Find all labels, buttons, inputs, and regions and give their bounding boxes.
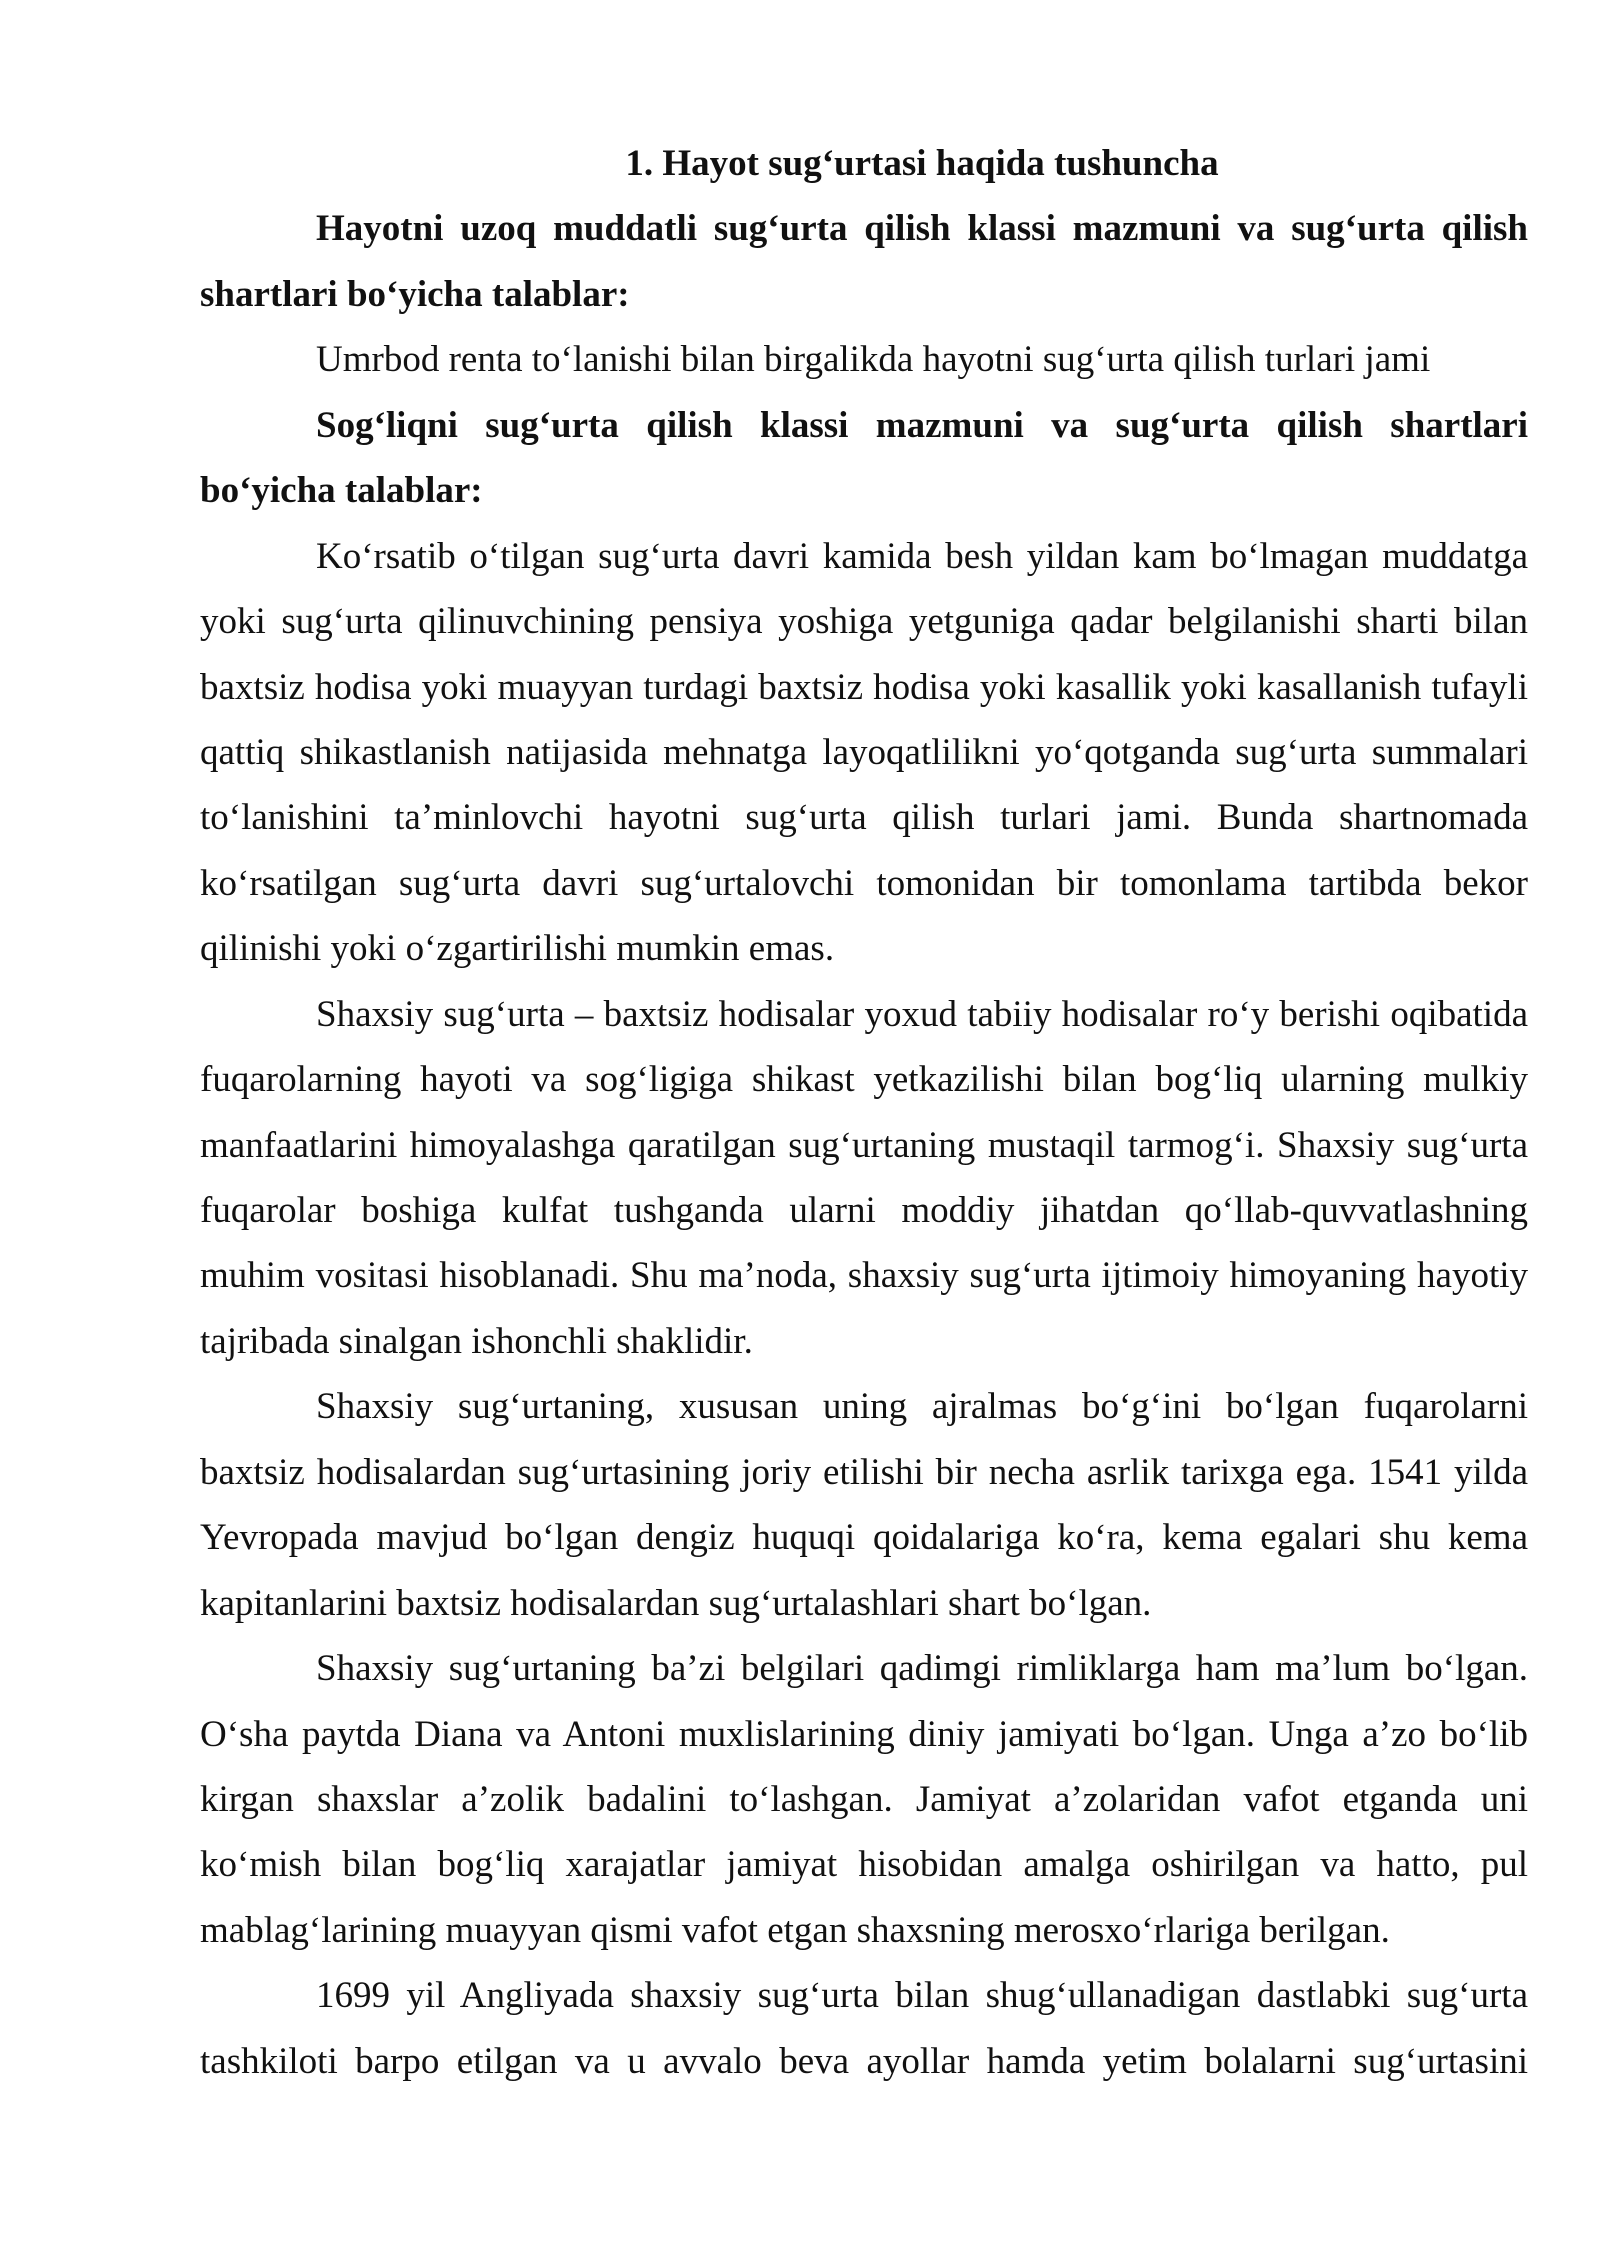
text-line: bo‘yicha talablar: xyxy=(200,470,483,512)
text-line: Ko‘rsatib o‘tilgan sug‘urta davri kamida besh yildan kam bo‘lmagan muddatga xyxy=(316,535,1528,577)
paragraph xyxy=(200,524,1528,982)
text-line: Yevropada mavjud bo‘lgan dengiz huquqi qoidalariga ko‘ra, kema egalari shu kema xyxy=(200,1517,1528,1559)
text-line: fuqarolar boshiga kulfat tushganda ularni moddiy jihatdan qo‘llab-quvvatlashning xyxy=(200,1190,1528,1231)
page-content xyxy=(200,131,1528,2094)
text-line: to‘lanishini ta’minlovchi hayotni sug‘urta qilish turlari jami. Bunda shartnomada xyxy=(200,797,1528,839)
paragraph xyxy=(200,1636,1528,1963)
text-line: shartlari bo‘yicha talablar: xyxy=(200,273,630,315)
text-line: mablag‘larining muayyan qismi vafot etgan shaxsning merosxo‘rlariga berilgan. xyxy=(200,1909,1390,1951)
text-line: kapitanlarini baxtsiz hodisalardan sug‘urtalashlari shart bo‘lgan. xyxy=(200,1582,1152,1624)
subheading-health-insurance xyxy=(200,393,1528,524)
text-line: Shaxsiy sug‘urtaning, xususan uning ajralmas bo‘g‘ini bo‘lgan fuqarolarni xyxy=(316,1386,1528,1428)
text-line: manfaatlarini himoyalashga qaratilgan sug‘urtaning mustaqil tarmog‘i. Shaxsiy sug‘urta xyxy=(200,1124,1528,1166)
text-line: ko‘mish bilan bog‘liq xarajatlar jamiyat hisobidan amalga oshirilgan va hatto, pul xyxy=(200,1844,1528,1886)
text-line: baxtsiz hodisalardan sug‘urtasining joriy etilishi bir necha asrlik tarixga ega. 1541 yilda xyxy=(200,1451,1528,1493)
text-line: muhim vositasi hisoblanadi. Shu ma’noda, shaxsiy sug‘urta ijtimoiy himoyaning hayotiy xyxy=(200,1255,1528,1297)
paragraph xyxy=(200,1374,1528,1636)
text-line: yoki sug‘urta qilinuvchining pensiya yoshiga yetguniga qadar belgilanishi sharti bilan xyxy=(200,601,1528,643)
text-line: baxtsiz hodisa yoki muayyan turdagi baxtsiz hodisa yoki kasallik yoki kasallanish tufayli xyxy=(200,666,1528,708)
text-line: Shaxsiy sug‘urta – baxtsiz hodisalar yoxud tabiiy hodisalar ro‘y berishi oqibatida xyxy=(316,993,1528,1035)
text-line: 1699 yil Angliyada shaxsiy sug‘urta bilan shug‘ullanadigan dastlabki sug‘urta xyxy=(316,1975,1528,2017)
text-line: Hayotni uzoq muddatli sug‘urta qilish klassi mazmuni va sug‘urta qilish xyxy=(316,208,1528,250)
text-line: qilinishi yoki o‘zgartirilishi mumkin emas. xyxy=(200,928,835,970)
text-line: kirgan shaxslar a’zolik badalini to‘lashgan. Jamiyat a’zolaridan vafot etganda uni xyxy=(200,1778,1528,1820)
subheading-long-term-life-insurance xyxy=(200,196,1528,327)
text-line: tashkiloti barpo etilgan va u avvalo beva ayollar hamda yetim bolalarni sug‘urtasini xyxy=(200,2040,1528,2082)
section-title: 1. Hayot sug‘urtasi haqida tushuncha xyxy=(625,143,1219,184)
text-line: Sog‘liqni sug‘urta qilish klassi mazmuni va sug‘urta qilish shartlari xyxy=(316,404,1528,446)
paragraph xyxy=(200,982,1528,1375)
text-line: qattiq shikastlanish natijasida mehnatga layoqatlilikni yo‘qotganda sug‘urta summalari xyxy=(200,731,1528,773)
text-line: Shaxsiy sug‘urtaning ba’zi belgilari qadimgi rimliklarga ham ma’lum bo‘lgan. xyxy=(316,1648,1528,1690)
text-line: Umrbod renta to‘lanishi bilan birgalikda hayotni sug‘urta qilish turlari jami xyxy=(316,339,1431,381)
paragraph xyxy=(200,327,1528,392)
paragraph xyxy=(200,1963,1528,2094)
text-line: tajribada sinalgan ishonchli shaklidir. xyxy=(200,1320,753,1362)
text-line: O‘sha paytda Diana va Antoni muxlislarining diniy jamiyati bo‘lgan. Unga a’zo bo‘lib xyxy=(200,1713,1528,1755)
text-line: ko‘rsatilgan sug‘urta davri sug‘urtalovchi tomonidan bir tomonlama tartibda bekor xyxy=(200,862,1528,904)
text-line: fuqarolarning hayoti va sog‘ligiga shikast yetkazilishi bilan bog‘liq ularning mulkiy xyxy=(200,1059,1528,1101)
